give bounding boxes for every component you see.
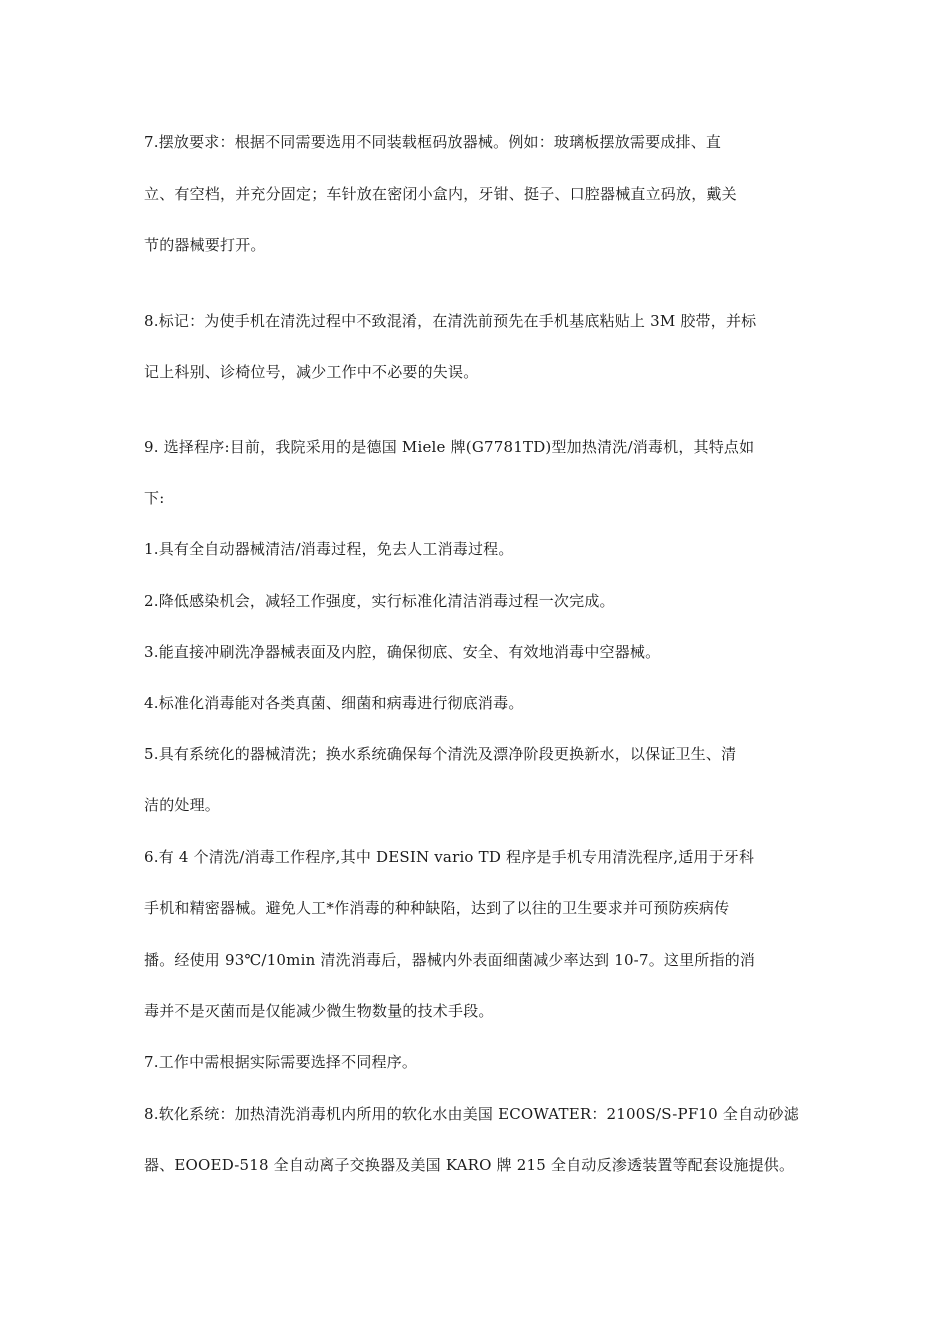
text-line: 5.具有系统化的器械清洗；换水系统确保每个清洗及漂净阶段更换新水，以保证卫生、清: [144, 745, 737, 763]
text-line: 记上科别、诊椅位号，减少工作中不必要的失误。: [144, 363, 479, 381]
text-line: 下:: [144, 489, 165, 507]
text-line: 立、有空档，并充分固定；车针放在密闭小盒内，牙钳、挺子、口腔器械直立码放，戴关: [144, 185, 737, 203]
text-line: 8.软化系统：加热清洗消毒机内所用的软化水由美国 ECOWATER：2100S/S-PF10 全自动砂滤: [144, 1105, 799, 1123]
text-line: 9. 选择程序:目前，我院采用的是德国 Miele 牌(G7781TD)型加热清洗/消毒机，其特点如: [144, 438, 755, 456]
text-line: 7.工作中需根据实际需要选择不同程序。: [144, 1053, 418, 1071]
text-line: 节的器械要打开。: [144, 236, 266, 254]
text-line: 1.具有全自动器械清洁/消毒过程，免去人工消毒过程。: [144, 540, 514, 558]
text-line: 2.降低感染机会，减轻工作强度，实行标准化清洁消毒过程一次完成。: [144, 592, 615, 610]
text-line: 3.能直接冲刷洗净器械表面及内腔，确保彻底、安全、有效地消毒中空器械。: [144, 643, 661, 661]
text-line: 器、EOOED-518 全自动离子交换器及美国 KARO 牌 215 全自动反渗透装置等配套设施提供。: [144, 1156, 795, 1174]
text-line: 8.标记：为使手机在清洗过程中不致混淆，在清洗前预先在手机基底粘贴上 3M 胶带，并标: [144, 312, 757, 330]
text-line: 4.标准化消毒能对各类真菌、细菌和病毒进行彻底消毒。: [144, 694, 524, 712]
text-line: 洁的处理。: [144, 796, 221, 814]
text-line: 6.有 4 个清洗/消毒工作程序,其中 DESIN vario TD 程序是手机专用清洗程序,适用于牙科: [144, 848, 755, 866]
text-line: 手机和精密器械。避免人工*作消毒的种种缺陷，达到了以往的卫生要求并可预防疾病传: [144, 899, 730, 917]
text-line: 7.摆放要求：根据不同需要选用不同装载框码放器械。例如：玻璃板摆放需要成排、直: [144, 133, 722, 151]
text-line: 播。经使用 93℃/10min 清洗消毒后，器械内外表面细菌减少率达到 10-7。这里所指的消: [144, 951, 756, 969]
text-line: 毒并不是灭菌而是仅能减少微生物数量的技术手段。: [144, 1002, 494, 1020]
